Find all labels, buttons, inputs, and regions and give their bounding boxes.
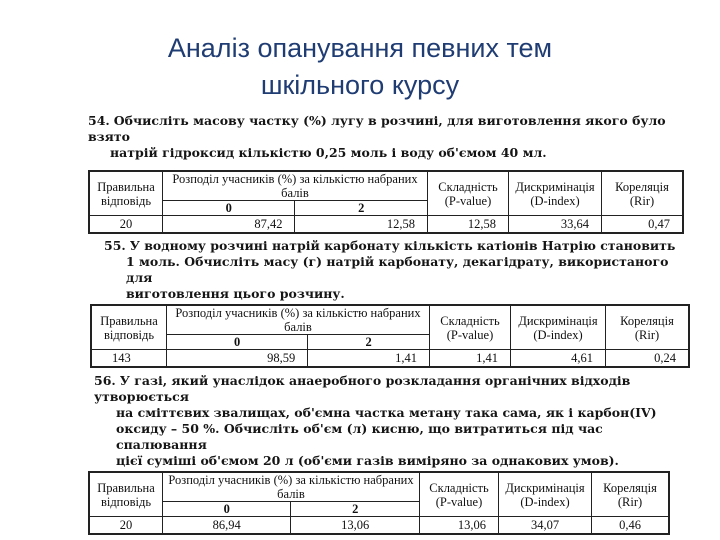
table-row <box>89 216 683 234</box>
header-discrimination: Дискримінація (D-index) <box>511 305 606 350</box>
header-difficulty: Складність (P-value) <box>430 305 511 350</box>
slide-title-line-2: шкільного курсу <box>260 70 460 100</box>
table-row <box>89 517 669 535</box>
cell-discrimination: 33,64 <box>509 216 602 234</box>
question-line: 1 моль. Обчисліть масу (г) натрій карбонату, декагідрату, використаного для <box>126 254 669 285</box>
question-line: натрій гідроксид кількістю 0,25 моль і воду об'ємом 40 мл. <box>110 145 547 160</box>
header-distribution: Розподіл учасників (%) за кількістю набраних балів <box>167 305 430 335</box>
header-score-0: 0 <box>167 335 308 350</box>
cell-percent-0: 86,94 <box>163 517 291 535</box>
question-text <box>88 113 688 161</box>
header-difficulty: Складність (P-value) <box>428 171 509 216</box>
question-55 <box>90 238 690 368</box>
question-text <box>88 373 688 469</box>
question-line: на сміттєвих звалищах, об'ємна частка метану така сама, як і карбон(IV) <box>116 405 657 420</box>
cell-difficulty: 12,58 <box>428 216 509 234</box>
header-discrimination: Дискримінація (D-index) <box>509 171 602 216</box>
question-line: У газі, який унаслідок анаеробного розкладання органічних відходів утворюється <box>94 373 631 404</box>
header-score-2: 2 <box>308 335 430 350</box>
header-score-0: 0 <box>163 201 295 216</box>
question-line: У водному розчині натрій карбонату кількість катіонів Натрію становить <box>129 238 676 253</box>
cell-percent-2: 1,41 <box>308 350 430 368</box>
cell-discrimination: 4,61 <box>511 350 606 368</box>
question-line: виготовлення цього розчину. <box>126 286 345 301</box>
stats-table <box>90 304 690 368</box>
cell-correct: 143 <box>91 350 167 368</box>
cell-percent-2: 12,58 <box>295 216 428 234</box>
cell-correct: 20 <box>89 216 163 234</box>
stats-table <box>88 471 670 535</box>
cell-discrimination: 34,07 <box>499 517 592 535</box>
question-number: 54. <box>88 113 110 128</box>
question-54 <box>88 113 688 234</box>
header-score-0: 0 <box>163 502 291 517</box>
slide-title-line-1: Аналіз опанування певних тем <box>167 33 553 63</box>
cell-correlation: 0,47 <box>602 216 684 234</box>
slide-title <box>0 30 720 104</box>
question-line: Обчисліть масову частку (%) лугу в розчині, для виготовлення якого було взято <box>88 113 666 144</box>
cell-percent-2: 13,06 <box>291 517 420 535</box>
question-56 <box>88 373 688 535</box>
cell-correct: 20 <box>89 517 163 535</box>
cell-correlation: 0,24 <box>606 350 690 368</box>
header-discrimination: Дискримінація (D-index) <box>499 472 592 517</box>
header-correct-answer: Правильна відповідь <box>89 472 163 517</box>
cell-correlation: 0,46 <box>592 517 670 535</box>
table-row <box>91 350 689 368</box>
header-correct-answer: Правильна відповідь <box>91 305 167 350</box>
header-correlation: Кореляція (Rir) <box>602 171 684 216</box>
cell-percent-0: 98,59 <box>167 350 308 368</box>
question-number: 56. <box>94 373 116 388</box>
header-correct-answer: Правильна відповідь <box>89 171 163 216</box>
header-correlation: Кореляція (Rir) <box>606 305 690 350</box>
header-distribution: Розподіл учасників (%) за кількістю набраних балів <box>163 472 420 502</box>
cell-difficulty: 1,41 <box>430 350 511 368</box>
stats-table <box>88 170 684 234</box>
header-distribution: Розподіл учасників (%) за кількістю набраних балів <box>163 171 428 201</box>
header-correlation: Кореляція (Rir) <box>592 472 670 517</box>
header-score-2: 2 <box>291 502 420 517</box>
question-line: цієї суміші об'ємом 20 л (об'єми газів виміряно за однакових умов). <box>116 453 619 468</box>
cell-difficulty: 13,06 <box>420 517 499 535</box>
question-number: 55. <box>104 238 126 253</box>
header-difficulty: Складність (P-value) <box>420 472 499 517</box>
question-line: оксиду – 50 %. Обчисліть об'єм (л) кисню, що витратиться під час спалювання <box>116 421 603 452</box>
question-text <box>90 238 690 302</box>
cell-percent-0: 87,42 <box>163 216 295 234</box>
header-score-2: 2 <box>295 201 428 216</box>
